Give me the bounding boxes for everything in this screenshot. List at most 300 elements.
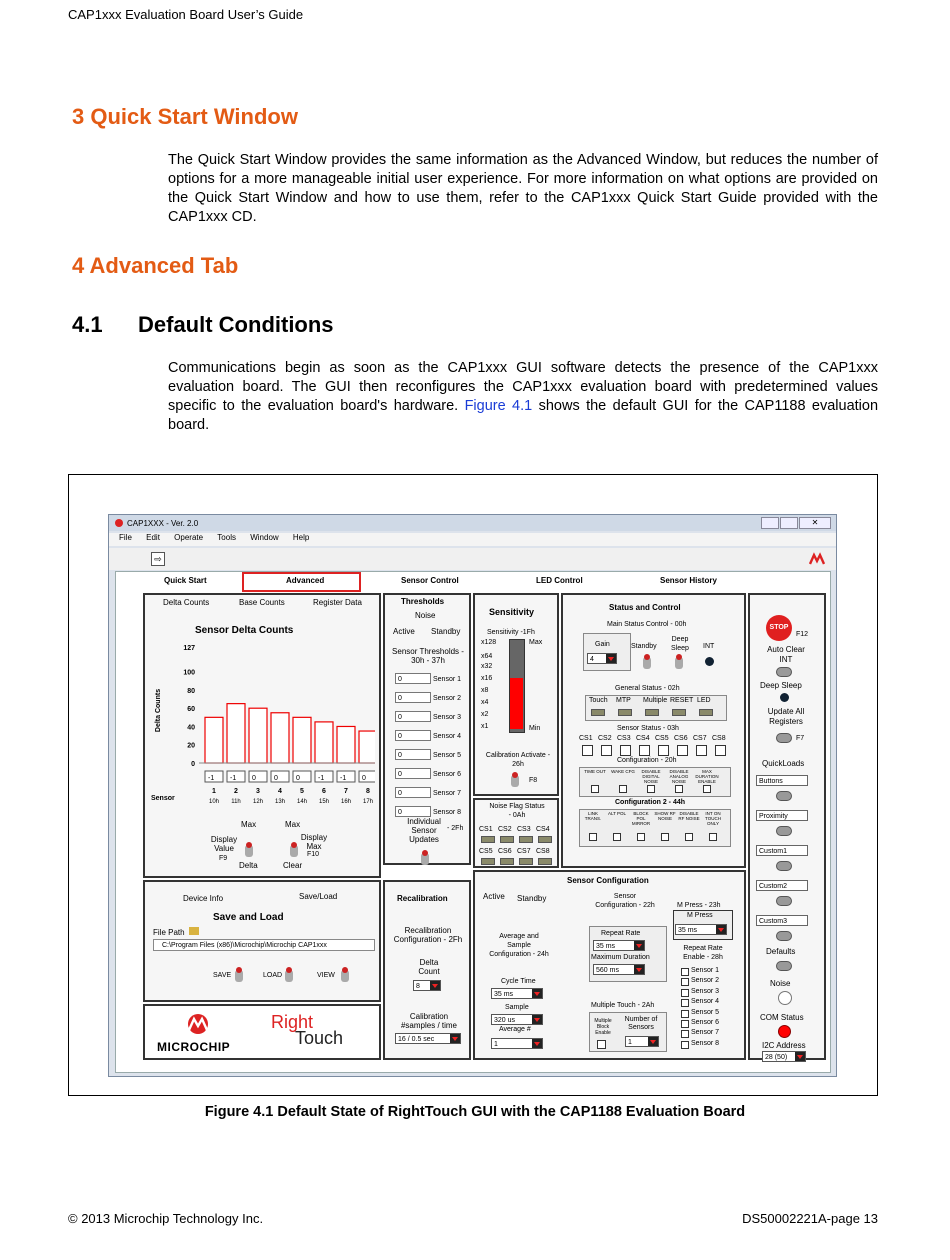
thresholds-title: Thresholds (401, 597, 445, 606)
sensor-status-box (658, 745, 669, 756)
section-4-1-heading (72, 312, 334, 338)
gain-select[interactable]: 4 (587, 653, 617, 664)
app-icon (115, 519, 123, 527)
quickload-toggle[interactable] (776, 896, 792, 906)
noise-flag-label-cs: CS7 (517, 848, 531, 855)
individual-updates-reg: - 2Fh (447, 825, 464, 832)
calib-samples-select[interactable]: 16 / 0.5 sec (395, 1033, 461, 1044)
auto-clear-toggle[interactable] (776, 667, 792, 677)
threshold-sensor-label: Sensor 3 (433, 714, 462, 721)
general-status-led (618, 709, 632, 716)
y-tick-label: 40 (187, 724, 195, 732)
sensor-status-box (715, 745, 726, 756)
maximize-icon[interactable] (780, 517, 798, 529)
minimize-icon[interactable] (761, 517, 779, 529)
threshold-input[interactable]: 0 (395, 673, 431, 684)
quickloads-label: QuickLoads (762, 759, 805, 768)
delta-counts-panel (143, 593, 381, 878)
noise-flag-led (481, 858, 495, 865)
threshold-sensor-label: Sensor 4 (433, 733, 462, 740)
bar-sensor-8 (359, 731, 375, 763)
deep-sleep-toggle[interactable] (675, 657, 683, 669)
sensor-config22-label: Sensor Configuration - 22h (595, 893, 655, 909)
sensor-status-box (677, 745, 688, 756)
x-reg-label: 14h (296, 799, 308, 805)
menu-bar (109, 533, 836, 546)
delta-count-label: Delta Count (418, 958, 440, 976)
quickload-toggle[interactable] (776, 861, 792, 871)
quickload-field[interactable]: Custom1 (756, 845, 808, 856)
right-control-panel (748, 593, 826, 1060)
sensitivity-reg: Sensitivity -1Fh (487, 629, 535, 636)
sensor-status-label-cs: CS7 (693, 735, 707, 742)
general-status-item: LED (697, 697, 711, 704)
menu-window[interactable]: Window (250, 533, 279, 542)
recal-config-label: Recalibration Configuration - 2Fh (393, 926, 463, 944)
subtab-delta-counts[interactable]: Delta Counts (163, 598, 210, 607)
config20-checkbox[interactable] (703, 785, 711, 793)
calibration-label: Calibration Activate - 26h (485, 752, 551, 768)
noise-indicator (778, 991, 792, 1005)
tab-save-load[interactable]: Save/Load (299, 892, 338, 901)
noise-flag-label-cs: CS4 (536, 826, 550, 833)
average-select[interactable]: 1 (491, 1038, 543, 1049)
close-icon[interactable]: ✕ (799, 517, 831, 529)
com-status-label: COM Status (760, 1013, 804, 1022)
bar-sensor-5 (293, 717, 311, 763)
y-tick-label: 80 (187, 687, 195, 695)
save-load-panel (143, 880, 381, 1002)
threshold-input[interactable]: 0 (395, 768, 431, 779)
tab-device-info[interactable]: Device Info (183, 894, 224, 903)
sensor-status-label-cs: CS8 (712, 735, 726, 742)
righttouch-logo-touch: Touch (295, 1028, 344, 1048)
main-status-label: Main Status Control - 00h (607, 621, 687, 628)
stop-button[interactable]: STOP (766, 615, 792, 641)
general-status-label: General Status - 02h (615, 685, 680, 692)
repeat-enable-checkbox[interactable] (681, 978, 689, 986)
sensor-config-panel (473, 870, 746, 1060)
subtab-base-counts[interactable]: Base Counts (239, 598, 285, 607)
sensor-status-label-cs: CS3 (617, 735, 631, 742)
config44-item-label: SHOW RF NOISE (654, 811, 676, 821)
config44-checkbox[interactable] (589, 833, 597, 841)
threshold-sensor-label: Sensor 6 (433, 771, 462, 778)
repeat-enable-sensor-label: Sensor 6 (691, 1019, 720, 1026)
quickload-toggle[interactable] (776, 931, 792, 941)
threshold-sensor-label: Sensor 7 (433, 790, 462, 797)
sensor-status-label-cs: CS6 (674, 735, 688, 742)
repeat-enable-checkbox[interactable] (681, 1020, 689, 1028)
calib-samples-label: Calibration #samples / time (400, 1012, 458, 1030)
general-status-item: Touch (589, 697, 608, 704)
noise-flag-led (538, 836, 552, 843)
y-axis-label: Delta Counts (155, 688, 163, 733)
gain-label: Gain (595, 641, 610, 648)
noise-flag-label-cs: CS3 (517, 826, 531, 833)
general-status-led (672, 709, 686, 716)
folder-icon[interactable] (189, 927, 199, 935)
com-status-indicator (778, 1025, 791, 1038)
noise-flag-label-cs: CS6 (498, 848, 512, 855)
threshold-sensor-label: Sensor 5 (433, 752, 462, 759)
noise-flag-label: Noise Flag Status - 0Ah (489, 803, 545, 819)
x-reg-label: 17h (362, 799, 374, 805)
config44-item-label: BLOCK POL MIRROR (631, 811, 651, 826)
i2c-select[interactable]: 28 (50) (762, 1051, 806, 1062)
general-status-item: MTP (616, 697, 631, 704)
repeat-enable-checkbox[interactable] (681, 999, 689, 1007)
m-press-select[interactable]: 35 ms (675, 924, 727, 935)
status-control-panel (561, 593, 746, 868)
bar-sensor-4 (271, 713, 289, 763)
view-label: VIEW (317, 972, 335, 979)
num-sensors-select[interactable]: 1 (625, 1036, 659, 1047)
general-status-led (645, 709, 659, 716)
save-load-title: Save and Load (213, 912, 284, 923)
config44-checkbox[interactable] (637, 833, 645, 841)
sensitivity-scale-label: x1 (481, 723, 489, 730)
standby-label: Standby (631, 643, 657, 650)
sensitivity-panel (473, 593, 559, 796)
max-duration-select[interactable]: 560 ms (593, 964, 645, 975)
display-value-key: F9 (219, 855, 228, 862)
standby-toggle[interactable] (643, 657, 651, 669)
sensor-status-box (601, 745, 612, 756)
deep-sleep-indicator (780, 693, 789, 702)
m-press-label: M Press - 23h (677, 902, 721, 909)
view-toggle[interactable] (341, 970, 349, 982)
x-reg-label: 10h (208, 799, 220, 805)
display-value-sub: Delta (239, 861, 258, 870)
sensor-status-box (620, 745, 631, 756)
general-status-item: RESET (670, 697, 694, 704)
sensor-status-label-cs: CS1 (579, 735, 593, 742)
value-box-text: -1 (230, 775, 237, 782)
sensitivity-slider-fill (510, 678, 523, 729)
sample-label: Sample (505, 1004, 529, 1011)
threshold-input[interactable]: 0 (395, 730, 431, 741)
recalibration-panel (383, 880, 471, 1060)
repeat-enable-sensor-label: Sensor 7 (691, 1029, 720, 1037)
deep-sleep-label: Deep Sleep (671, 636, 689, 652)
section-4-1-paragraph (168, 359, 878, 435)
value-box-text: -1 (318, 775, 325, 782)
footer-page: DS50002221A-page 13 (742, 1211, 878, 1226)
delta-chart-title: Sensor Delta Counts (195, 625, 294, 636)
load-label: LOAD (263, 972, 283, 979)
bar-sensor-2 (227, 704, 245, 763)
standby-tab[interactable]: Standby (431, 627, 461, 636)
gui-window (108, 514, 837, 1077)
threshold-input[interactable]: 0 (395, 711, 431, 722)
toolbar (109, 548, 836, 570)
cycle-time-label: Cycle Time (501, 978, 536, 985)
sensitivity-scale-label: x64 (481, 653, 493, 660)
menu-tools[interactable]: Tools (217, 533, 236, 542)
sensor-status-label-cs: CS4 (636, 735, 650, 742)
defaults-toggle[interactable] (776, 961, 792, 971)
footer-copyright: © 2013 Microchip Technology Inc. (68, 1211, 264, 1226)
tab-advanced[interactable]: Advanced (286, 576, 325, 585)
noise-flag-label-cs: CS1 (479, 826, 493, 833)
repeat-enable-label: Repeat Rate Enable - 28h (683, 945, 723, 961)
bar-sensor-3 (249, 708, 267, 763)
config20-checkbox[interactable] (675, 785, 683, 793)
section-3-paragraph: The Quick Start Window provides the same information as the Advanced Window, but reduces the number of options for a more manageable initial user experience. For more information on what options are provided on the Quick Start Window and how to use them, refer to the CAP1xxx Quick Start Guide provided with the CAP1xxx CD. (168, 152, 878, 225)
calibration-key: F8 (529, 777, 538, 784)
sensor-status-box (582, 745, 593, 756)
repeat-enable-checkbox[interactable] (681, 989, 689, 997)
noise-flag-led (538, 858, 552, 865)
config44-checkbox[interactable] (613, 833, 621, 841)
repeat-enable-sensor-label: Sensor 8 (691, 1039, 720, 1047)
config44-checkbox[interactable] (709, 833, 717, 841)
x-reg-label: 15h (318, 799, 330, 805)
sensor-thresholds-label: Sensor Thresholds - 30h - 37h (392, 647, 464, 665)
y-tick-label: 60 (187, 706, 195, 714)
general-status-item: Multiple (643, 697, 668, 704)
average-label: Average # (499, 1026, 531, 1033)
config44-item-label: LINK TRANS. (584, 811, 602, 821)
multi-touch-label: Multiple Touch - 2Ah (591, 1002, 655, 1009)
menu-file[interactable]: File (119, 533, 132, 542)
threshold-sensor-label: Sensor 8 (433, 809, 462, 816)
repeat-enable-checkbox[interactable] (681, 1010, 689, 1018)
sensor-status-box (639, 745, 650, 756)
calibration-toggle[interactable] (511, 775, 519, 787)
bar-sensor-7 (337, 726, 355, 763)
load-toggle[interactable] (285, 970, 293, 982)
value-box-text: 0 (274, 775, 278, 782)
sc-tab-standby[interactable]: Standby (517, 894, 547, 903)
sample-select[interactable]: 320 us (491, 1014, 543, 1025)
defaults-label: Defaults (766, 947, 796, 956)
value-box-text: -1 (340, 775, 347, 782)
quickload-field[interactable]: Custom2 (756, 880, 808, 891)
sensitivity-scale-label: x8 (481, 687, 489, 694)
sensitivity-max: Max (529, 639, 543, 646)
display-max-sub: Clear (283, 861, 303, 870)
repeat-enable-sensor-label: Sensor 5 (691, 1008, 720, 1016)
sensor-status-box (696, 745, 707, 756)
multi-block-label: Multiple Block Enable (594, 1018, 612, 1036)
config44-checkbox[interactable] (685, 833, 693, 841)
noise-flag-led (519, 858, 533, 865)
value-box-text: 0 (362, 775, 366, 782)
repeat-enable-checkbox[interactable] (681, 1030, 689, 1038)
tab-sensor-history[interactable]: Sensor History (660, 576, 717, 585)
display-value-toggle[interactable] (245, 845, 253, 857)
config44-item-label: DISABLE RF NOISE (678, 811, 700, 821)
display-max-key: F10 (307, 851, 320, 858)
menu-edit[interactable]: Edit (146, 533, 160, 542)
bar-sensor-6 (315, 722, 333, 763)
config44-item-label: INT ON TOUCH ONLY (705, 811, 721, 826)
config20-checkbox[interactable] (647, 785, 655, 793)
save-toggle[interactable] (235, 970, 243, 982)
paragraph-text-b: shows the default GUI for the CAP1188 evaluation board. (168, 398, 879, 433)
run-arrow-icon[interactable]: ⇨ (151, 552, 165, 566)
righttouch-logo-right: Right (271, 1012, 314, 1032)
threshold-input[interactable]: 0 (395, 806, 431, 817)
gain-box (583, 633, 631, 671)
x-reg-label: 13h (274, 799, 286, 805)
delta-count-select[interactable]: 8 (413, 980, 441, 991)
stop-key: F12 (796, 631, 809, 638)
display-max-label: Display Max (300, 833, 328, 851)
general-status-led (591, 709, 605, 716)
noise-tab[interactable]: Noise (415, 611, 436, 620)
threshold-input[interactable]: 0 (395, 749, 431, 760)
tab-sensor-control[interactable]: Sensor Control (401, 576, 459, 585)
num-sensors-label: Number of Sensors (624, 1016, 658, 1031)
noise-flag-led (500, 836, 514, 843)
x-tick-label: 4 (278, 788, 282, 795)
x-tick-label: 1 (212, 788, 216, 795)
update-all-key: F7 (796, 735, 805, 742)
config44-item-label: ALT POL (607, 811, 627, 816)
repeat-enable-checkbox[interactable] (681, 968, 689, 976)
tab-quick-start[interactable]: Quick Start (164, 576, 207, 585)
window-title: CAP1XXX - Ver. 2.0 (127, 519, 199, 528)
x-tick-label: 5 (300, 788, 304, 795)
section-title: Default Conditions (138, 312, 334, 337)
quickload-field[interactable]: Custom3 (756, 915, 808, 926)
config20-label: Configuration - 20h (617, 757, 677, 764)
sensitivity-scale-label: x16 (481, 675, 493, 682)
config44-label: Configuration 2 - 44h (615, 799, 685, 806)
recalibration-title: Recalibration (397, 894, 448, 903)
avg-sample-label: Average and Sample Configuration - 24h (489, 933, 549, 958)
paragraph-text: Communications begin as soon as the CAP1xxx GUI software detects the presence of the CAP1xxx evaluation board. The GUI then reconfigures the CAP1xxx evaluation board with predetermined values specific to the evaluation board's hardware. (168, 360, 878, 414)
multi-block-checkbox[interactable] (597, 1040, 606, 1049)
title-bar (109, 515, 836, 531)
thresholds-panel (383, 593, 471, 865)
display-max-toggle[interactable] (290, 845, 298, 857)
sensor-status-label: Sensor Status - 03h (617, 725, 679, 732)
main-content (115, 571, 831, 1073)
noise-flag-panel (473, 798, 559, 868)
sensor-status-label-cs: CS5 (655, 735, 669, 742)
sensitivity-min: Min (529, 725, 541, 732)
threshold-sensor-label: Sensor 1 (433, 676, 462, 683)
repeat-enable-sensor-label: Sensor 1 (691, 967, 720, 974)
y-tick-label: 0 (191, 761, 195, 768)
display-value-label: Display Value (210, 835, 238, 853)
x-reg-label: 11h (231, 799, 241, 805)
logo-panel (143, 1004, 381, 1060)
deep-sleep-right-label: Deep Sleep (760, 681, 802, 690)
sc-tab-active[interactable]: Active (483, 892, 505, 901)
noise-flag-label-cs: CS5 (479, 848, 493, 855)
sensitivity-scale-label: x2 (481, 711, 489, 718)
threshold-input[interactable]: 0 (395, 787, 431, 798)
individual-updates-label: Individual Sensor Updates (407, 817, 441, 844)
quickload-toggle[interactable] (776, 791, 792, 801)
max-duration-label: Maximum Duration (591, 954, 650, 961)
quickload-field[interactable]: Buttons (756, 775, 808, 786)
noise-flag-led (481, 836, 495, 843)
config20-item-label: DISABLE DIGITAL NOISE (641, 769, 661, 784)
repeat-rate-select[interactable]: 35 ms (593, 940, 645, 951)
config20-item-label: WAKE CFG (611, 769, 635, 774)
section-number: 4.1 (72, 312, 103, 337)
delta-chart (165, 635, 375, 835)
config44-checkbox[interactable] (661, 833, 669, 841)
max-label-1: Max (241, 820, 257, 829)
update-all-toggle[interactable] (776, 733, 792, 743)
status-control-title: Status and Control (609, 603, 681, 612)
tab-led-control[interactable]: LED Control (536, 576, 583, 585)
sensitivity-title: Sensitivity (489, 607, 535, 617)
menu-help[interactable]: Help (292, 533, 310, 542)
update-all-label: Update All Registers (767, 707, 805, 726)
file-path-input[interactable]: C:\Program Files (x86)\Microchip\Microchip CAP1xxx (153, 939, 375, 951)
int-label: INT (703, 643, 715, 650)
active-tab[interactable]: Active (393, 627, 415, 636)
x-tick-label: 7 (344, 788, 348, 795)
quickload-toggle[interactable] (776, 826, 792, 836)
x-tick-label: 2 (234, 788, 238, 795)
m-press-inner-label: M Press (687, 912, 713, 919)
individual-updates-toggle[interactable] (421, 853, 429, 865)
auto-clear-label: Auto Clear INT (767, 645, 805, 664)
repeat-rate-label: Repeat Rate (601, 930, 641, 937)
value-box-text: 0 (296, 775, 300, 782)
repeat-enable-sensor-label: Sensor 2 (691, 977, 720, 985)
sensitivity-scale-label: x4 (481, 699, 489, 706)
figure-link[interactable]: Figure 4.1 (464, 398, 533, 414)
microchip-logo-icon (809, 552, 825, 566)
menu-operate[interactable]: Operate (174, 533, 204, 542)
noise-flag-label-cs: CS2 (498, 826, 512, 833)
config20-item-label: DISABLE ANALOG NOISE (669, 769, 689, 784)
subtab-register-data[interactable]: Register Data (313, 598, 362, 607)
value-box-text: -1 (208, 775, 215, 782)
save-label: SAVE (213, 972, 232, 979)
x-reg-label: 12h (252, 799, 264, 805)
config20-checkbox[interactable] (619, 785, 627, 793)
sensitivity-scale-label: x128 (481, 639, 497, 646)
sensitivity-scale-label: x32 (481, 663, 493, 670)
noise-flag-led (500, 858, 514, 865)
x-reg-label: 16h (340, 799, 352, 805)
repeat-enable-checkbox[interactable] (681, 1041, 689, 1049)
config20-checkbox[interactable] (591, 785, 599, 793)
quickload-field[interactable]: Proximity (756, 810, 808, 821)
y-tick-label: 127 (183, 645, 195, 652)
general-status-led (699, 709, 713, 716)
figure-caption: Figure 4.1 Default State of RightTouch GUI with the CAP1188 Evaluation Board (204, 1104, 746, 1120)
threshold-input[interactable]: 0 (395, 692, 431, 703)
repeat-enable-sensor-label: Sensor 4 (691, 998, 720, 1006)
section-4-heading: 4 Advanced Tab (72, 253, 239, 278)
i2c-label: I2C Address (762, 1041, 806, 1050)
noise-flag-led (519, 836, 533, 843)
microchip-logo-mark (185, 1014, 211, 1036)
microchip-logo-text: MICROCHIP (157, 1040, 231, 1054)
noise-right-label: Noise (770, 979, 791, 988)
x-tick-label: 6 (322, 788, 326, 795)
value-box-text: 0 (252, 775, 256, 782)
sensor-status-label-cs: CS2 (598, 735, 612, 742)
cycle-time-select[interactable]: 35 ms (491, 988, 543, 999)
x-tick-label: 3 (256, 788, 260, 795)
int-indicator (705, 657, 714, 666)
sensor-config-title: Sensor Configuration (567, 876, 649, 885)
noise-flag-label-cs: CS8 (536, 848, 550, 855)
